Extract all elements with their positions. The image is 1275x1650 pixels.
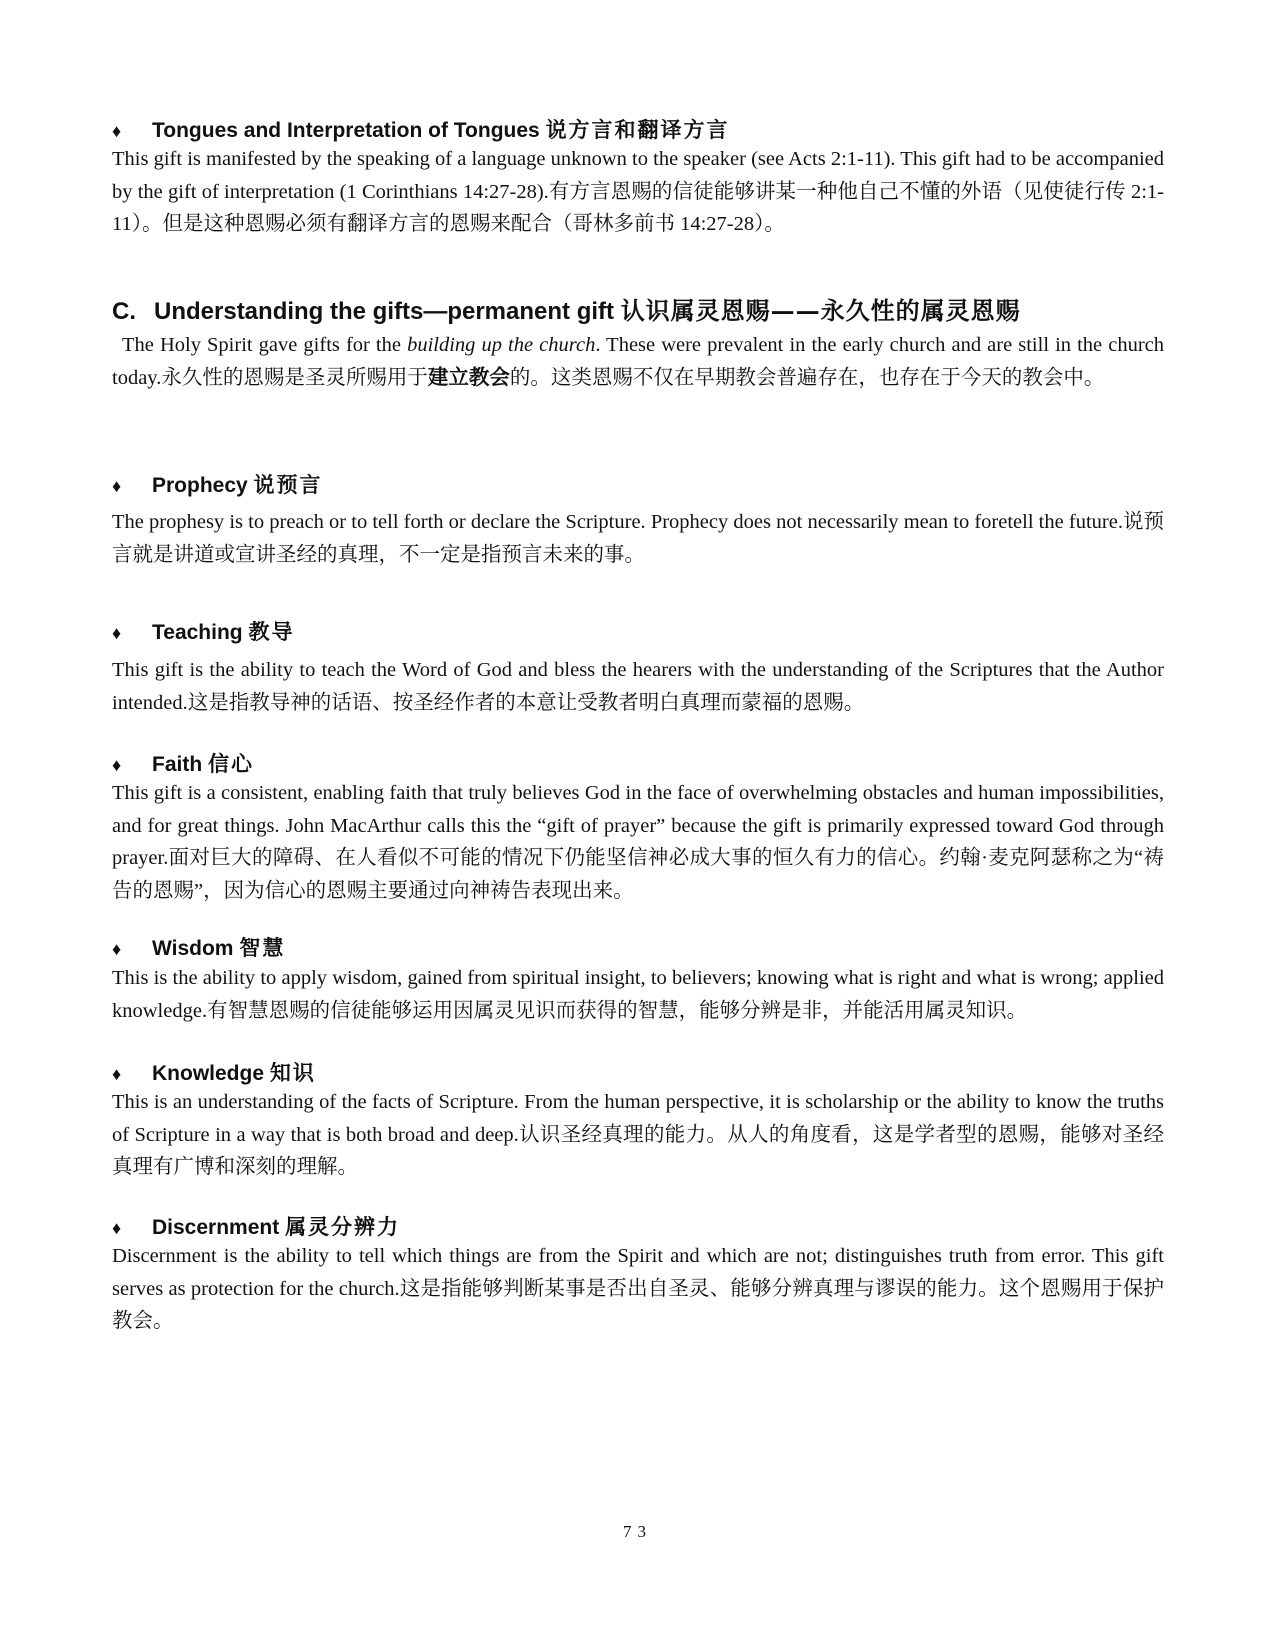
discernment-title-en: Discernment bbox=[152, 1216, 280, 1239]
wisdom-title-en: Wisdom bbox=[152, 937, 234, 960]
faith-heading bbox=[112, 751, 1164, 778]
intro-part-3: 的。这类恩赐不仅在早期教会普遍存在，也存在于今天的教会中。 bbox=[509, 366, 1105, 389]
faith-text: This gift is a consistent, enabling faith that truly believes God in the face of overwhelming obstacles and human impossibilities, and for great things. John MacArthur calls this the “gift of prayer” because the gift is primarily expressed toward God through prayer.面对巨大的障碍、在人看似不可能的情况下仍能坚信神必成大事的恒久有力的信心。约翰·麦克阿瑟称之为“祷告的恩赐”，因为信心的恩赐主要通过向神祷告表现出来。 bbox=[112, 782, 1164, 902]
diamond-bullet-icon: ♦ bbox=[112, 121, 122, 141]
diamond-bullet-icon: ♦ bbox=[112, 755, 122, 775]
wisdom-text: This is the ability to apply wisdom, gained from spiritual insight, to believers; knowing what is right and what is wrong; applied knowledge.有智慧恩赐的信徒能够运用因属灵见识而获得的智慧，能够分辨是非，并能活用属灵知识。 bbox=[112, 967, 1164, 1022]
teaching-title-en: Teaching bbox=[152, 621, 243, 644]
diamond-bullet-icon: ♦ bbox=[112, 623, 122, 643]
tongues-text: This gift is manifested by the speaking of a language unknown to the speaker (see Acts 2:1-11). This gift had to be accompanied by the gift of interpretation (1 Corinthians 14:27-28).有方言恩赐的信徒能够讲某一种他自己不懂的外语（见使徒行传 2:1-11）。但是这种恩赐必须有翻译方言的恩赐来配合（哥林多前书 14:27-28）。 bbox=[112, 148, 1164, 235]
intro-part-1: The Holy Spirit gave gifts for the bbox=[122, 334, 408, 356]
tongues-heading bbox=[112, 117, 1164, 144]
prophecy-title-en: Prophecy bbox=[152, 474, 248, 497]
intro-bold-zh: 建立教会 bbox=[427, 366, 510, 389]
faith-title-zh: 信心 bbox=[208, 751, 255, 776]
knowledge-text: This is an understanding of the facts of Scripture. From the human perspective, it is scholarship or the ability to know the truths of Scripture in a way that is both broad and deep.认识圣经真理的能力。从人的角度看，这是学者型的恩赐，能够对圣经真理有广博和深刻的理解。 bbox=[112, 1091, 1164, 1178]
intro-italic: building up the church bbox=[407, 334, 596, 356]
wisdom-heading bbox=[112, 935, 1164, 962]
discernment-heading bbox=[112, 1214, 1164, 1241]
prophecy-title-zh: 说预言 bbox=[253, 472, 323, 497]
teaching-title-zh: 教导 bbox=[248, 619, 295, 644]
diamond-bullet-icon: ♦ bbox=[112, 939, 122, 959]
section-c-intro bbox=[112, 329, 1164, 394]
tongues-title-zh: 说方言和翻译方言 bbox=[545, 117, 730, 142]
intro-part-2: . These were prevalent in the early church and are still in the church today.永久性的恩赐是圣灵所赐用于 bbox=[112, 334, 1165, 389]
diamond-bullet-icon: ♦ bbox=[112, 1218, 122, 1238]
wisdom-title-zh: 智慧 bbox=[239, 935, 286, 960]
discernment-text: Discernment is the ability to tell which things are from the Spirit and which are not; distinguishes truth from error. This gift serves as protection for the church.这是指能够判断某事是否出自圣灵、能够分辨真理与谬误的能力。这个恩赐用于保护教会。 bbox=[112, 1245, 1164, 1332]
section-c-heading bbox=[112, 296, 1192, 327]
diamond-bullet-icon: ♦ bbox=[112, 1064, 122, 1084]
section-c-title-en: Understanding the gifts—permanent gift bbox=[154, 298, 615, 325]
section-c-title-zh: 认识属灵恩赐——永久性的属灵恩赐 bbox=[620, 296, 1021, 325]
tongues-title-en: Tongues and Interpretation of Tongues bbox=[152, 119, 540, 142]
teaching-heading bbox=[112, 619, 1164, 646]
page-number: 73 bbox=[623, 1522, 652, 1541]
diamond-bullet-icon: ♦ bbox=[112, 476, 122, 496]
knowledge-heading bbox=[112, 1060, 1164, 1087]
prophecy-text: The prophesy is to preach or to tell forth or declare the Scripture. Prophecy does not necessarily mean to foretell the future.说预言就是讲道或宣讲圣经的真理，不一定是指预言未来的事。 bbox=[112, 511, 1164, 566]
knowledge-title-en: Knowledge bbox=[152, 1062, 265, 1085]
section-c-letter: C. bbox=[112, 298, 136, 325]
prophecy-heading bbox=[112, 472, 1164, 499]
knowledge-title-zh: 知识 bbox=[269, 1060, 316, 1085]
teaching-text: This gift is the ability to teach the Word of God and bless the hearers with the understanding of the Scriptures that the Author intended.这是指教导神的话语、按圣经作者的本意让受教者明白真理而蒙福的恩赐。 bbox=[112, 659, 1164, 714]
faith-title-en: Faith bbox=[152, 753, 203, 776]
discernment-title-zh: 属灵分辨力 bbox=[285, 1214, 401, 1239]
